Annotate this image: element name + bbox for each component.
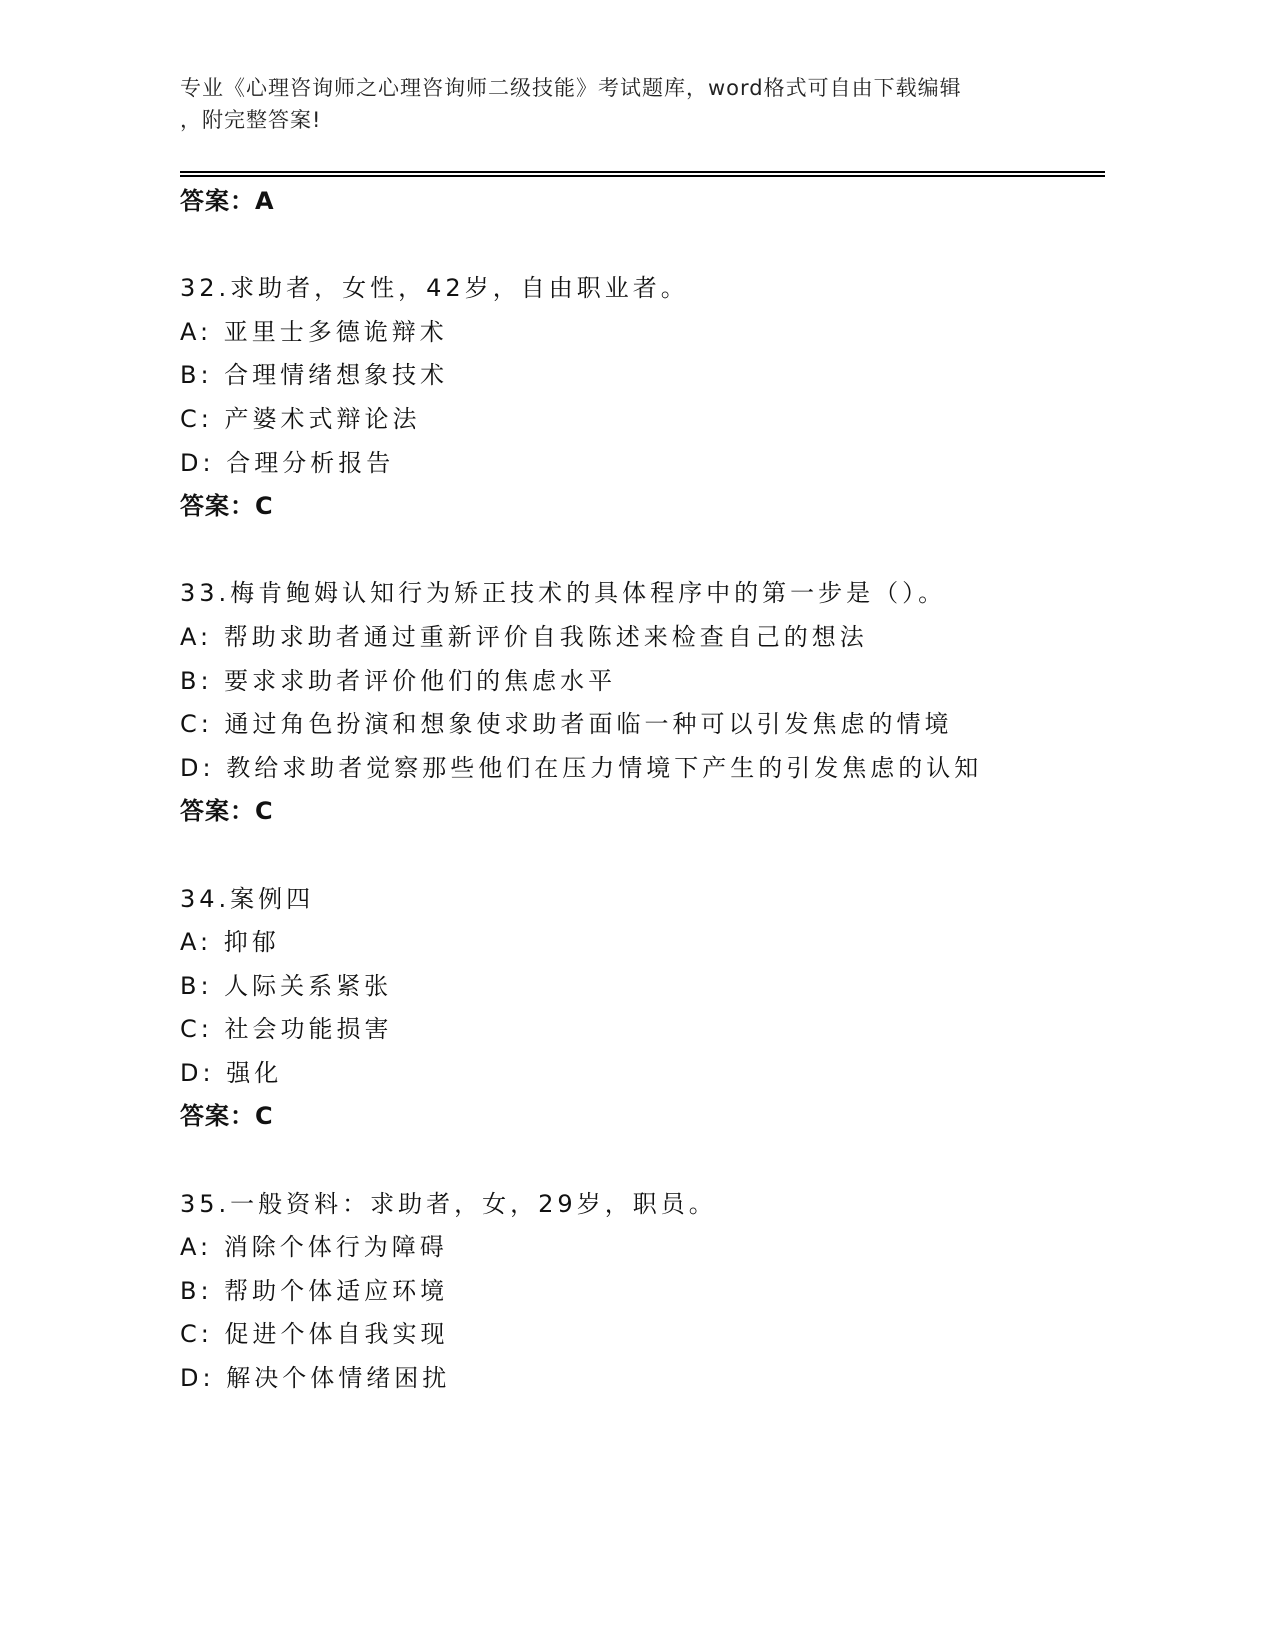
option-c: C: 社会功能损害: [180, 1015, 393, 1044]
option-b: B: 要求求助者评价他们的焦虑水平: [180, 666, 617, 695]
option-c: C: 促进个体自我实现: [180, 1320, 449, 1349]
question-32: [180, 267, 1180, 529]
question-stem: 33.梅肯鲍姆认知行为矫正技术的具体程序中的第一步是（）。: [180, 579, 947, 608]
option-b: B: 帮助个体适应环境: [180, 1276, 449, 1305]
option-a: A: 帮助求助者通过重新评价自我陈述来检查自己的想法: [180, 622, 868, 651]
header-line-1: 专业《心理咨询师之心理咨询师二级技能》考试题库，word格式可自由下载编辑: [180, 76, 962, 100]
answer-line: 答案：A: [180, 187, 275, 215]
header-rule-bottom: [180, 175, 1105, 177]
option-c: C: 通过角色扮演和想象使求助者面临一种可以引发焦虑的情境: [180, 710, 953, 739]
option-c: C: 产婆术式辩论法: [180, 404, 421, 433]
header-line-2: ，附完整答案!: [180, 108, 322, 132]
answer-line: 答案：C: [180, 1102, 274, 1131]
option-d: D: 教给求助者觉察那些他们在压力情境下产生的引发焦虑的认知: [180, 753, 983, 782]
option-a: A: 抑郁: [180, 928, 280, 957]
question-stem: 34.案例四: [180, 884, 315, 913]
option-b: B: 人际关系紧张: [180, 971, 393, 1000]
question-list: [180, 180, 1180, 1401]
answer-line: 答案：C: [180, 492, 274, 521]
option-d: D: 强化: [180, 1058, 283, 1087]
question-33: [180, 572, 1180, 834]
question-stem: 35.一般资料：求助者，女，29岁，职员。: [180, 1189, 717, 1218]
question-stem: 32.求助者，女性，42岁，自由职业者。: [180, 274, 689, 303]
question-34: [180, 878, 1180, 1140]
document-header: [180, 72, 1040, 136]
header-rule-top: [180, 171, 1105, 173]
option-a: A: 亚里士多德诡辩术: [180, 317, 448, 346]
answer-line: 答案：C: [180, 797, 274, 826]
option-d: D: 合理分析报告: [180, 448, 395, 477]
option-a: A: 消除个体行为障碍: [180, 1233, 448, 1262]
option-b: B: 合理情绪想象技术: [180, 361, 449, 390]
question-35: [180, 1183, 1180, 1401]
option-d: D: 解决个体情绪困扰: [180, 1364, 451, 1393]
